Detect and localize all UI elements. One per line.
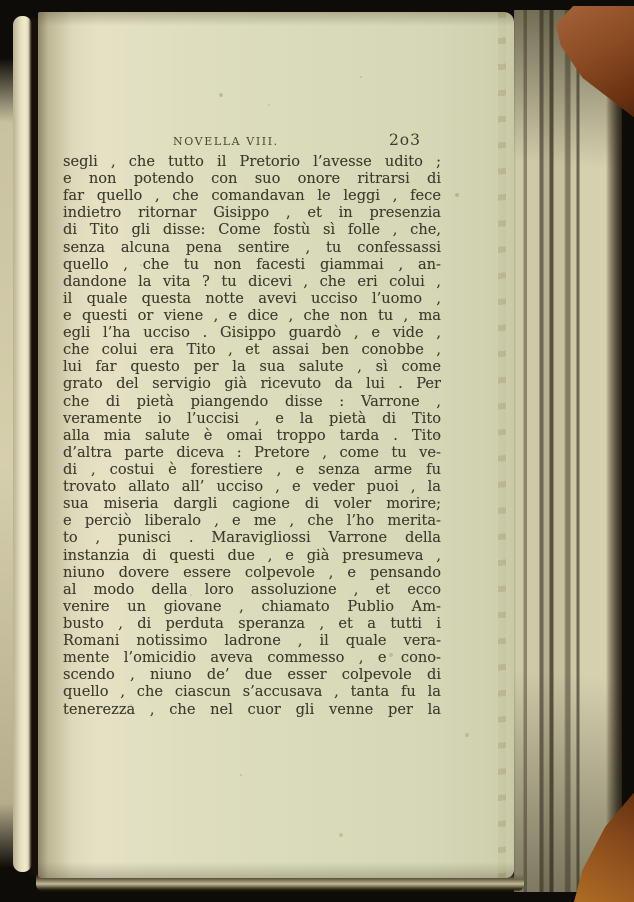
- text-line: busto , di perduta speranza , et a tutti i: [63, 614, 441, 632]
- text-line: sua miseria dargli cagione di voler morire;: [63, 495, 441, 513]
- text-line: quello , che ciascun s’accusava , tanta fu la: [63, 683, 441, 701]
- text-line: il quale questa notte avevi ucciso l’uomo ,: [63, 289, 441, 307]
- text-line: to , punisci . Maravigliossi Varrone della: [63, 529, 441, 547]
- text-line: trovato allato all’ ucciso , e veder puoi , la: [63, 478, 441, 496]
- text-line: venire un giovane , chiamato Publio Am-: [63, 597, 441, 615]
- page-number: 2o3: [388, 131, 421, 149]
- text-line: alla mia salute è omai troppo tarda . Tito: [63, 426, 441, 444]
- book-page: [38, 12, 514, 878]
- text-line: e questi or viene , e dice , che non tu , ma: [63, 306, 441, 324]
- text-line: d’altra parte diceva : Pretore , come tu ve-: [63, 443, 441, 461]
- text-line: di , costui è forestiere , e senza arme fu: [63, 460, 441, 478]
- text-line: scendo , niuno de’ due esser colpevole di: [63, 666, 441, 684]
- text-line: e perciò liberalo , e me , che l’ho merita-: [63, 512, 441, 530]
- text-line: indietro ritornar Gisippo , et in presenzia: [63, 204, 441, 222]
- text-line: segli , che tutto il Pretorio l’avesse udito ;: [63, 153, 441, 170]
- text-line: tenerezza , che nel cuor gli venne per la: [63, 700, 441, 718]
- text-line: mente l’omicidio aveva commesso , e cono-: [63, 649, 441, 667]
- text-line: egli l’ha ucciso . Gisippo guardò , e vide ,: [63, 324, 441, 342]
- text-line: al modo della loro assoluzione , et ecco: [63, 580, 441, 598]
- page-crease: [498, 12, 506, 878]
- text-block: [63, 131, 441, 718]
- page-header: [63, 131, 441, 152]
- text-line: dandone la vita ? tu dicevi , che eri colui ,: [63, 272, 441, 290]
- text-line: grato del servigio già ricevuto da lui . Per: [63, 375, 441, 393]
- paper-speckles: [38, 12, 40, 14]
- text-line: che colui era Tito , et assai ben conobbe ,: [63, 341, 441, 359]
- text-line: che di pietà piangendo disse : Varrone ,: [63, 392, 441, 410]
- running-title: NOVELLA VIII.: [173, 135, 279, 148]
- text-line: senza alcuna pena sentire , tu confessassi: [63, 238, 441, 256]
- text-line: veramente io l’uccisi , e la pietà di Tito: [63, 409, 441, 427]
- text-line: quello , che tu non facesti giammai , an-: [63, 255, 441, 273]
- text-lines: [63, 153, 441, 718]
- text-line: niuno dovere essere colpevole , e pensando: [63, 563, 441, 581]
- text-line: Romani notissimo ladrone , il quale vera-: [63, 632, 441, 650]
- fore-edge-stack: [514, 10, 622, 892]
- facing-page-edge: [0, 58, 13, 868]
- text-line: instanzia di questi due , e già presumeva ,: [63, 546, 441, 564]
- text-line: di Tito gli disse: Come fostù sì folle , che,: [63, 221, 441, 239]
- text-line: e non potendo con suo onore ritrarsi di: [63, 170, 441, 188]
- text-line: far quello , che comandavan le leggi , fece: [63, 187, 441, 205]
- text-line: lui far questo per la sua salute , sì come: [63, 358, 441, 376]
